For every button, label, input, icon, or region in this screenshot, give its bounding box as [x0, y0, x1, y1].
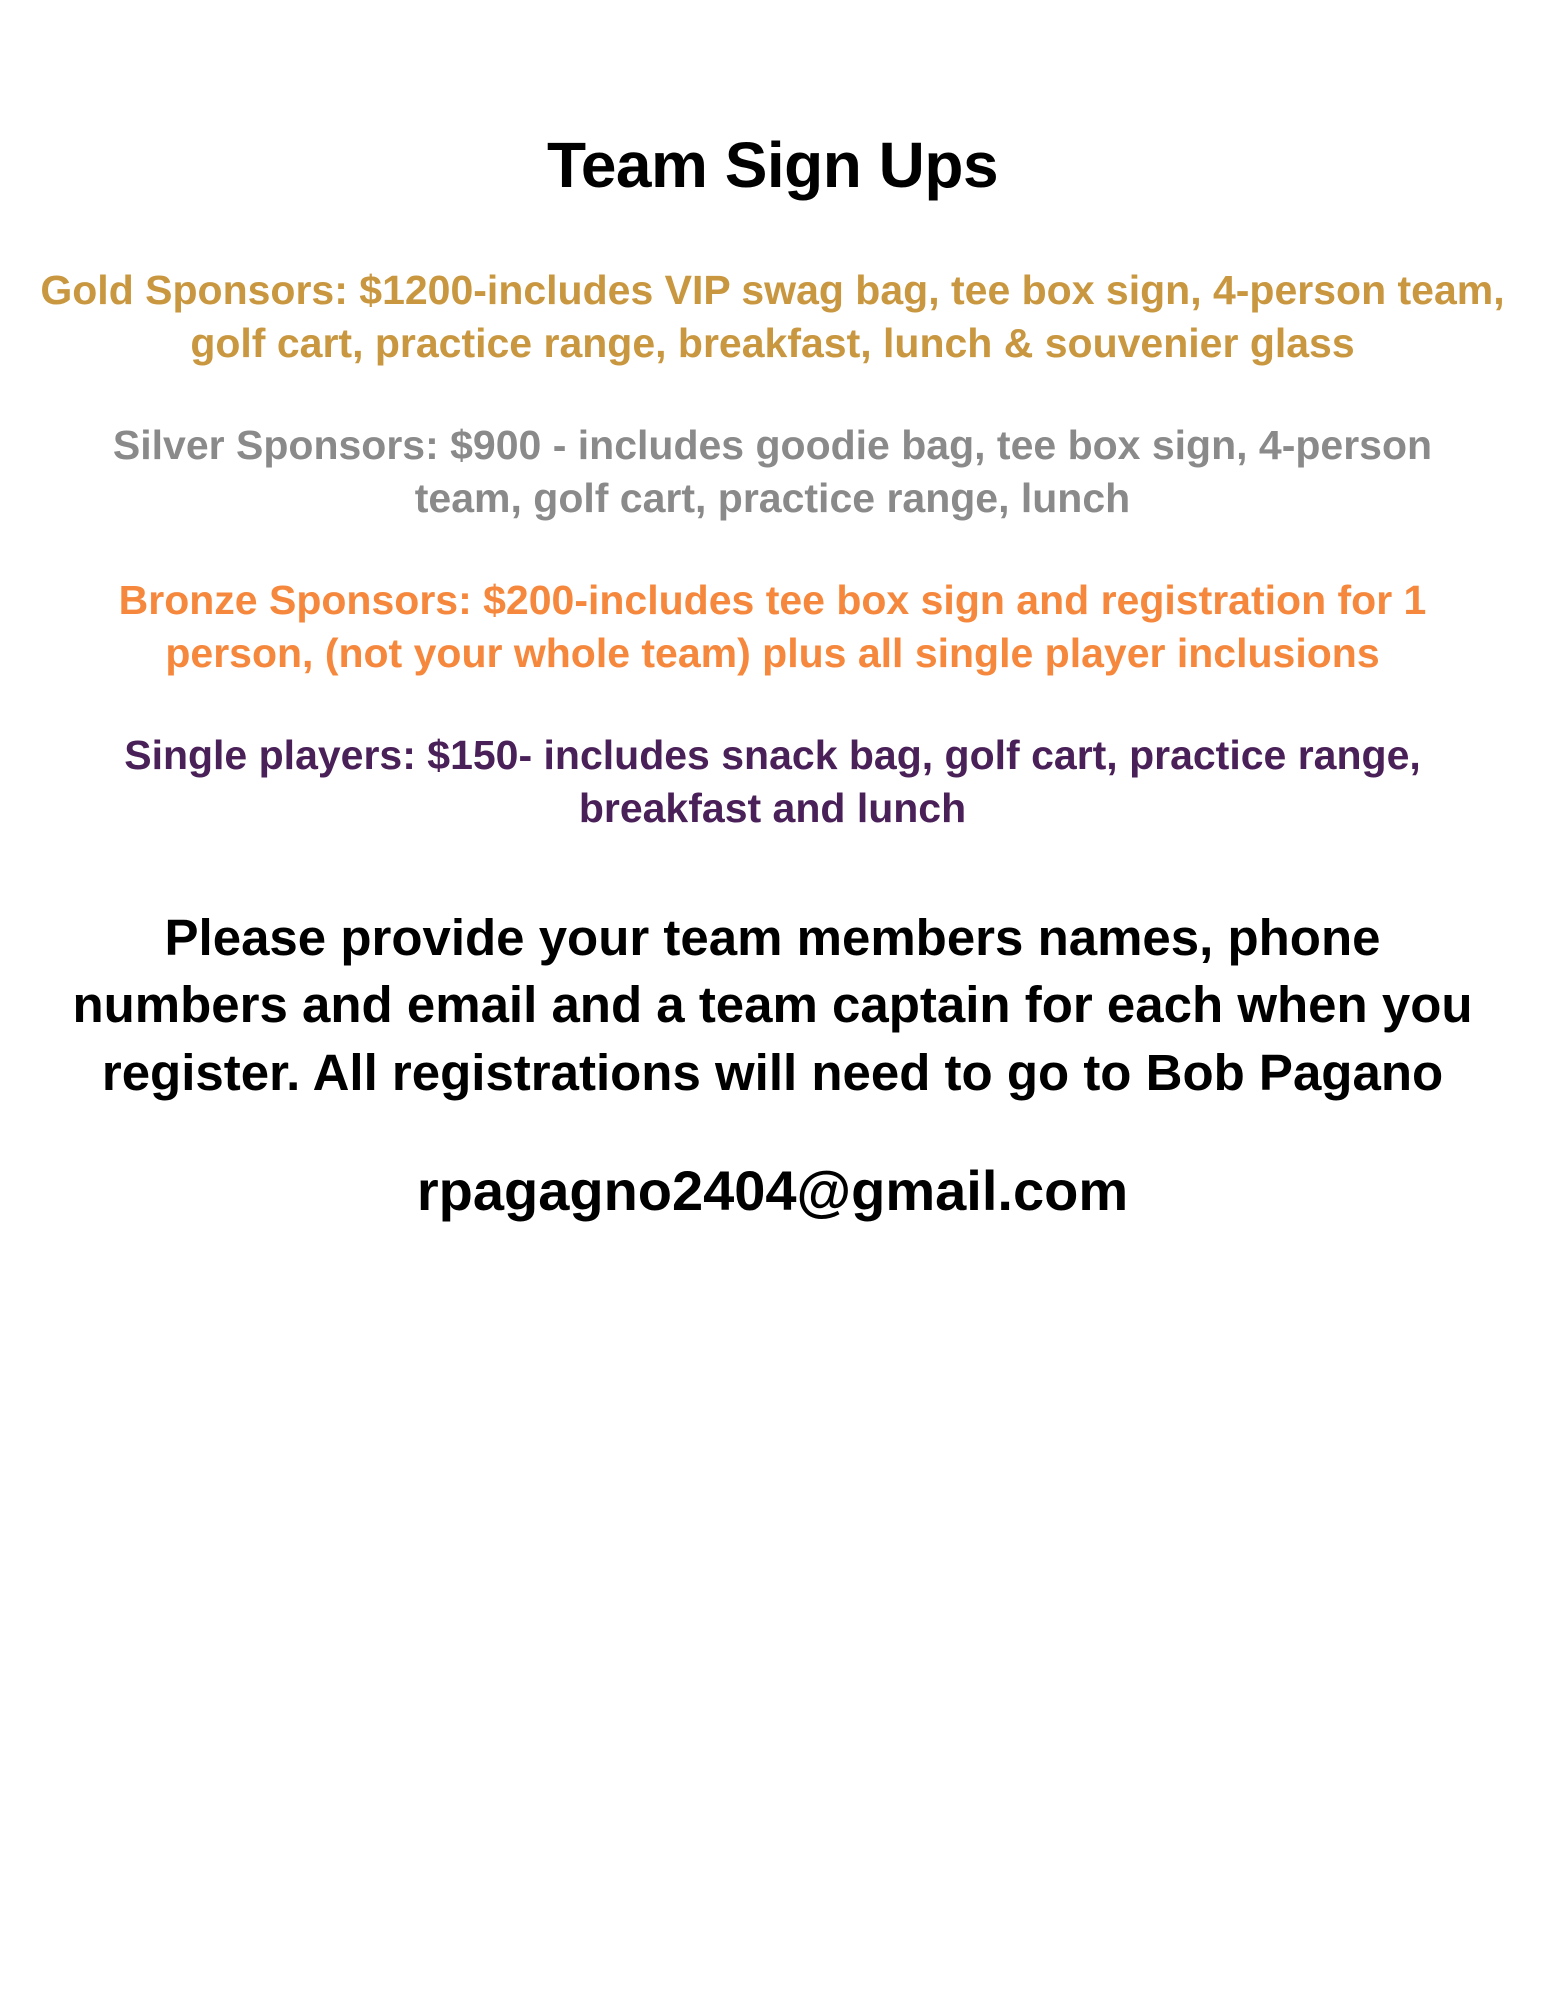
contact-email: rpagagno2404@gmail.com — [416, 1159, 1129, 1223]
page-title: Team Sign Ups — [546, 129, 999, 201]
sponsor-tier-single-players: Single players: $150- includes snack bag, golf cart, practice range, breakfast and lunch — [124, 732, 1421, 831]
sponsor-tier-gold: Gold Sponsors: $1200-includes VIP swag bag, tee box sign, 4-person team, golf cart, practice range, breakfast, lunch & souvenier glass — [40, 267, 1505, 366]
registration-instructions: Please provide your team members names, phone numbers and email and a team captain for each when you register. All registrations will need to go to Bob Pagano — [72, 909, 1473, 1101]
sponsor-tier-silver: Silver Sponsors: $900 - includes goodie bag, tee box sign, 4-person team, golf cart, practice range, lunch — [112, 422, 1433, 521]
sponsor-tier-bronze: Bronze Sponsors: $200-includes tee box sign and registration for 1 person, (not your whole team) plus all single player inclusions — [118, 577, 1427, 676]
